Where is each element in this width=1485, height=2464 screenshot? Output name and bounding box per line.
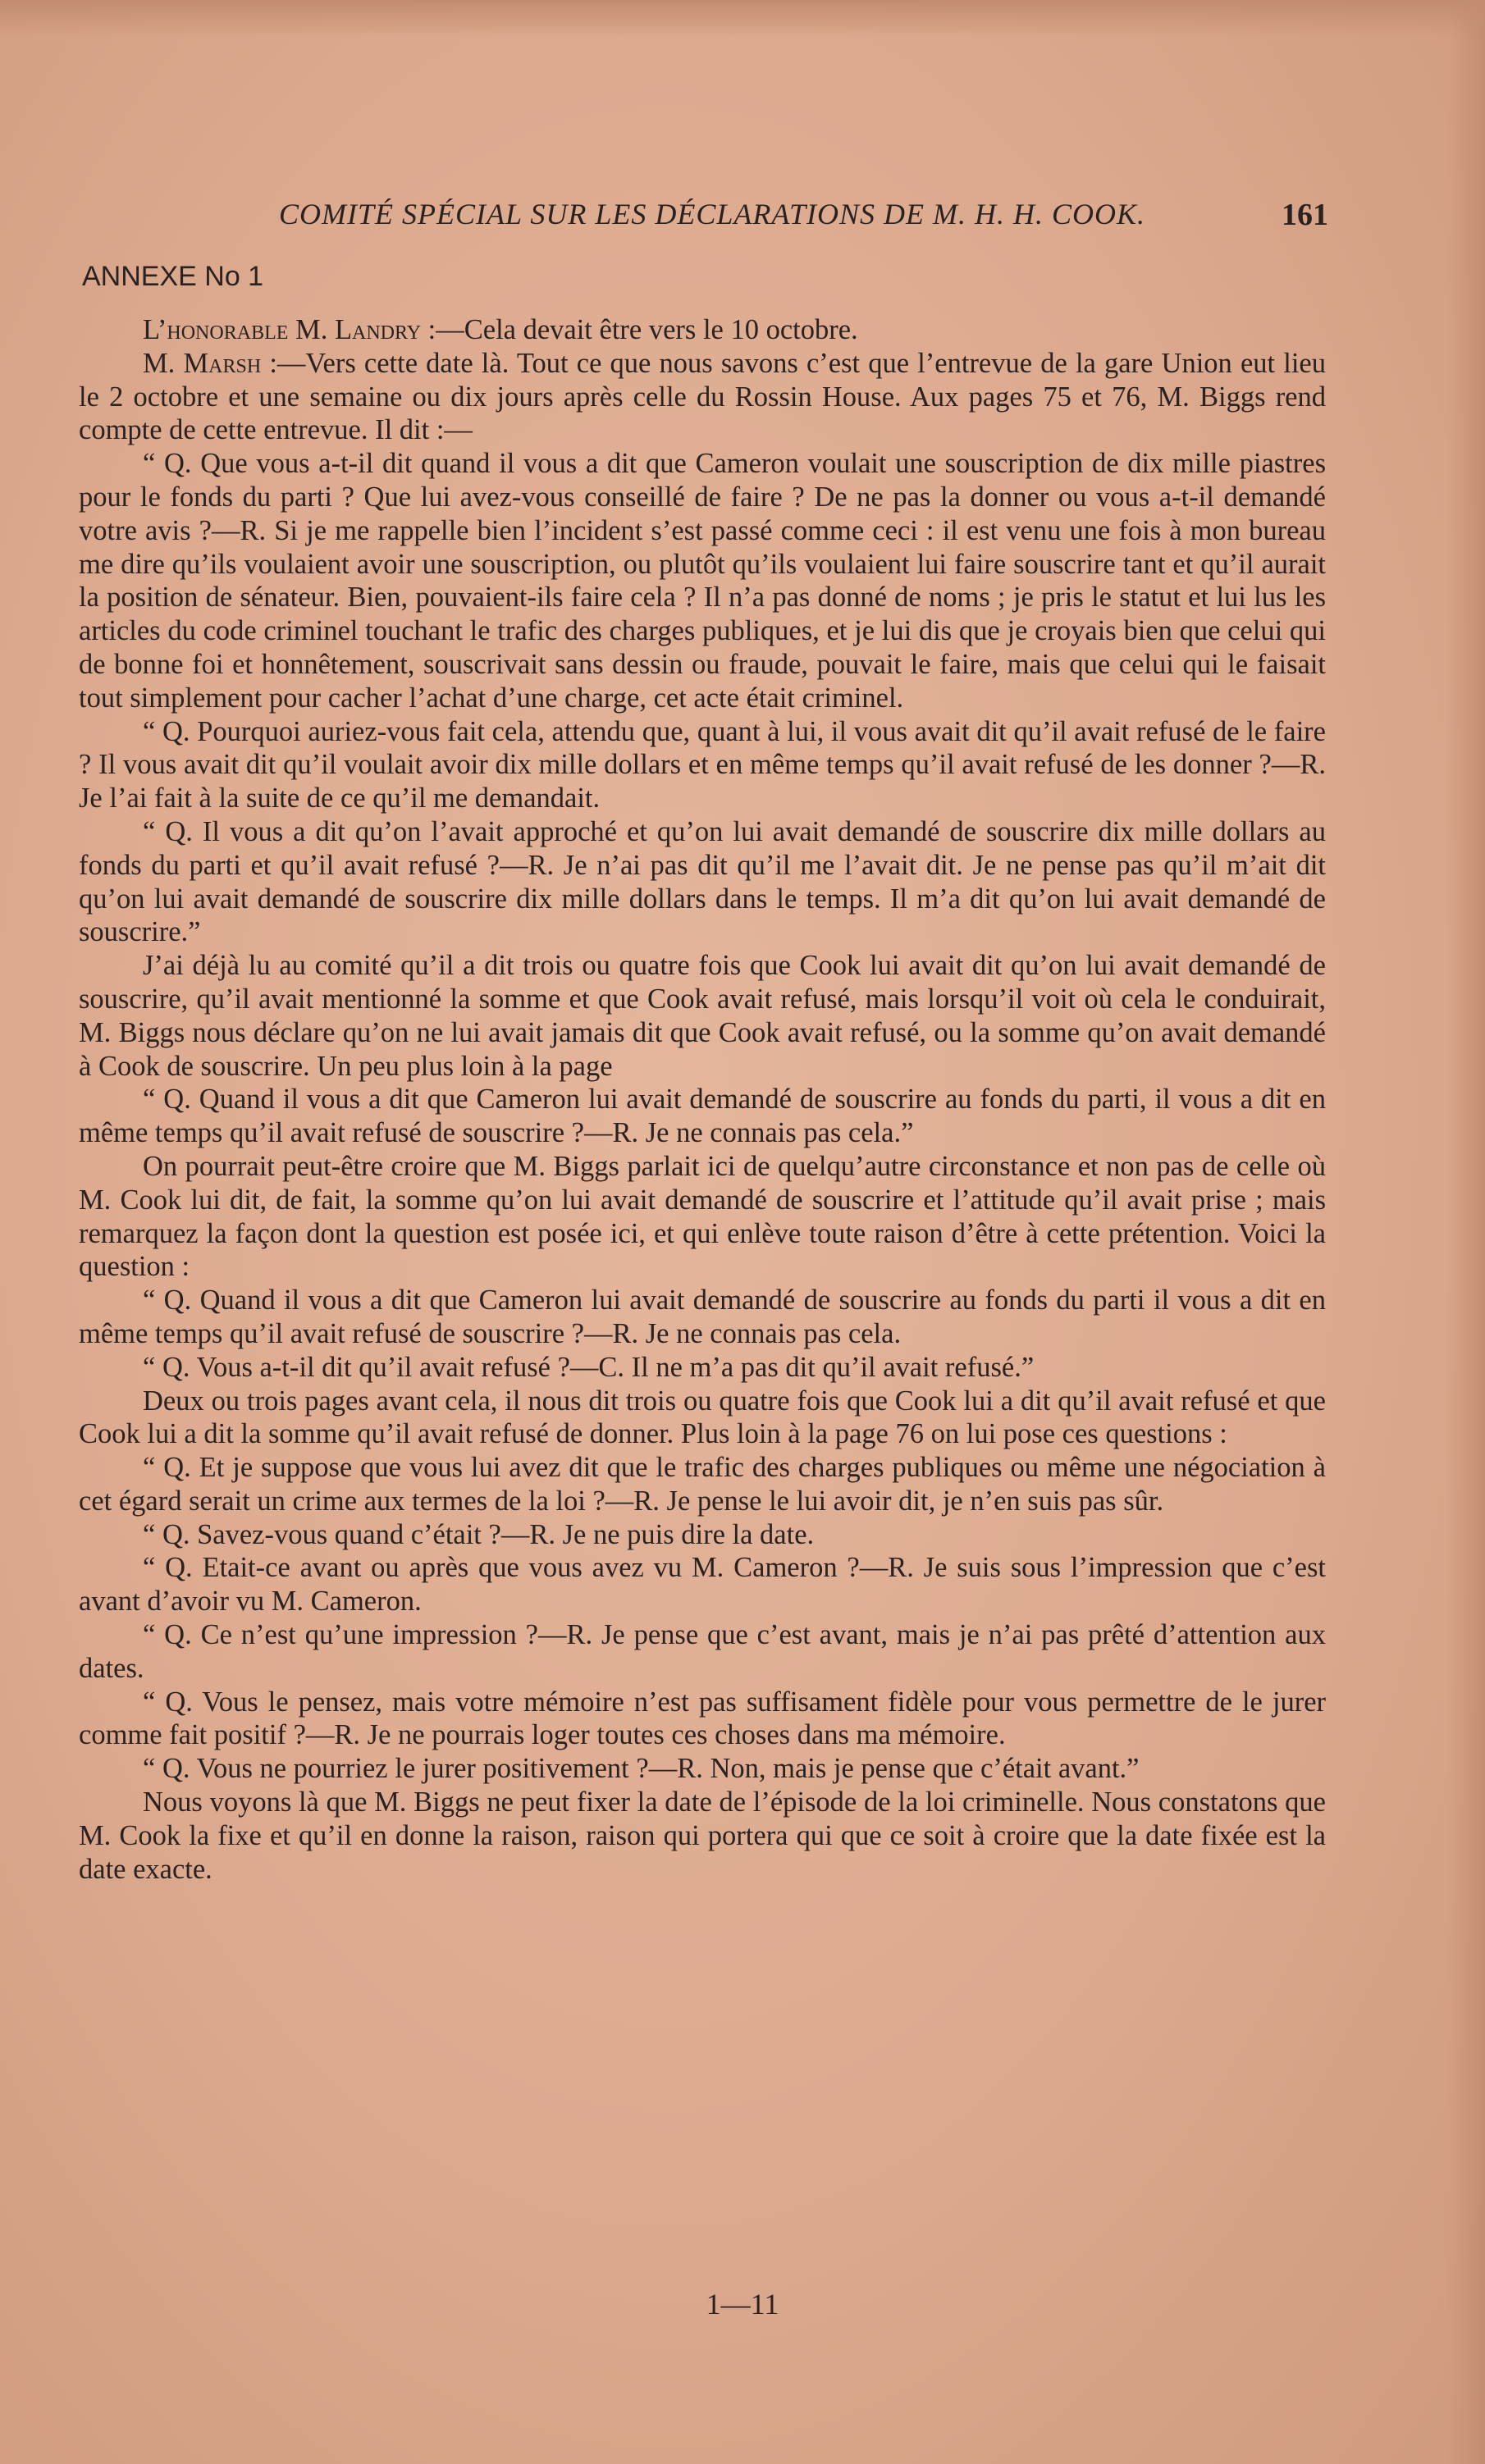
paragraph <box>79 1351 1326 1385</box>
page-top-edge-shadow <box>0 0 1485 38</box>
speaker-name: M. Marsh : <box>143 347 277 379</box>
paragraph-text: “ Q. Quand il vous a dit que Cameron lui avait demandé de souscrire au fonds du parti il vous a dit en même temps qu’il avait refusé de souscrire ?—R. Je ne connais pas cela. <box>79 1284 1326 1349</box>
paragraph <box>79 1284 1326 1351</box>
paragraph-text: —Cela devait être vers le 10 octobre. <box>436 314 858 345</box>
paragraph-text: “ Q. Vous le pensez, mais votre mémoire n’est pas suffisament fidèle pour vous permettre de le jurer comme fait positif ?—R. Je ne pourrais loger toutes ces choses dans ma mémoire. <box>79 1686 1326 1751</box>
paragraph <box>79 1786 1326 1886</box>
paragraph-text: “ Q. Vous ne pourriez le jurer positivement ?—R. Non, mais je pense que c’était avant.” <box>143 1753 1140 1785</box>
paragraph-text: “ Q. Il vous a dit qu’on l’avait approché et qu’on lui avait demandé de souscrire dix mille dollars au fonds du parti et qu’il avait refusé ?—R. Je n’ai pas dit qu’il me l’avait dit. Je ne pense pas qu’il m’ait dit qu’on lui avait demandé de souscrire dix mille dollars dans le temps. Il m’a dit qu’on lui avait demandé de souscrire.” <box>79 815 1326 948</box>
paragraph-text: “ Q. Ce n’est qu’une impression ?—R. Je pense que c’est avant, mais je n’ai pas prêté d’attention aux dates. <box>79 1619 1326 1684</box>
paragraph-text: —Vers cette date là. Tout ce que nous savons c’est que l’entrevue de la gare Union eut lieu le 2 octobre et une semaine ou dix jours après celle du Rossin House. Aux pages 75 et 76, M. Biggs rend compte de cette entrevue. Il dit :— <box>79 347 1326 446</box>
paragraph <box>79 347 1326 447</box>
paragraph <box>79 1385 1326 1452</box>
paragraph <box>79 815 1326 949</box>
paragraph-text: J’ai déjà lu au comité qu’il a dit trois ou quatre fois que Cook lui avait dit qu’on lui avait demandé de souscrire, qu’il avait mentionné la somme et que Cook avait refusé, mais lorsqu’il voit où cela le conduirait, M. Biggs nous déclare qu’on ne lui avait jamais dit que Cook avait refusé, ou la somme qu’on avait demandé à Cook de souscrire. Un peu plus loin à la page <box>79 950 1326 1082</box>
paragraph-text: “ Q. Quand il vous a dit que Cameron lui avait demandé de souscrire au fonds du parti, il vous a dit en même temps qu’il avait refusé de souscrire ?—R. Je ne connais pas cela.” <box>79 1084 1326 1149</box>
page-number: 161 <box>1282 198 1328 232</box>
paragraph <box>79 1518 1326 1552</box>
paragraph-text: Deux ou trois pages avant cela, il nous dit trois ou quatre fois que Cook lui a dit qu’il avait refusé et que Cook lui a dit la somme qu’il avait refusé de donner. Plus loin à la page 76 on lui pose ces questions : <box>79 1385 1326 1450</box>
paragraph <box>79 447 1326 714</box>
paragraph <box>79 313 1326 347</box>
paragraph-text: Nous voyons là que M. Biggs ne peut fixer la date de l’épisode de la loi criminelle. Nous constatons que M. Cook la fixe et qu’il en donne la raison, raison qui portera qui que ce soit à croire que la date fixée est la date exacte. <box>79 1786 1326 1885</box>
speaker-name: L’honorable M. Landry : <box>143 314 436 345</box>
paragraph <box>79 1551 1326 1618</box>
paragraph-text: “ Q. Vous a-t-il dit qu’il avait refusé ?—C. Il ne m’a pas dit qu’il avait refusé.” <box>143 1351 1035 1383</box>
body-text <box>79 313 1326 1886</box>
paragraph <box>79 1686 1326 1753</box>
paragraph-text: “ Q. Pourquoi auriez-vous fait cela, attendu que, quant à lui, il vous avait dit qu’il avait refusé de le faire ? Il vous avait dit qu’il voulait avoir dix mille dollars et en même temps qu’il avait refusé de les donner ?—R. Je l’ai fait à la suite de ce qu’il me demandait. <box>79 715 1326 814</box>
paragraph <box>79 1752 1326 1786</box>
paragraph <box>79 949 1326 1083</box>
paragraph-text: “ Q. Etait-ce avant ou après que vous avez vu M. Cameron ?—R. Je suis sous l’impression que c’est avant d’avoir vu M. Cameron. <box>79 1552 1326 1618</box>
paragraph <box>79 1083 1326 1150</box>
page-right-edge-shadow <box>1447 0 1485 2464</box>
paragraph-text: “ Q. Et je suppose que vous lui avez dit que le trafic des charges publiques ou même une négociation à cet égard serait un crime aux termes de la loi ?—R. Je pense le lui avoir dit, je n’en suis pas sûr. <box>79 1452 1326 1517</box>
paragraph-text: “ Q. Savez-vous quand c’était ?—R. Je ne puis dire la date. <box>143 1518 815 1550</box>
signature-mark: 1—11 <box>706 2288 779 2320</box>
annex-label: ANNEXE No 1 <box>82 261 264 292</box>
running-head: COMITÉ SPÉCIAL SUR LES DÉCLARATIONS DE M. H. H. COOK. <box>278 198 1145 230</box>
paragraph <box>79 715 1326 815</box>
paragraph-text: On pourrait peut-être croire que M. Biggs parlait ici de quelqu’autre circonstance et non pas de celle où M. Cook lui dit, de fait, la somme qu’on lui avait demandé de souscrire et l’attitude qu’il avait prise ; mais remarquez la façon dont la question est posée ici, et qui enlève toute raison d’être à cette prétention. Voici la question : <box>79 1150 1326 1283</box>
paragraph-text: “ Q. Que vous a-t-il dit quand il vous a dit que Cameron voulait une souscription de dix mille piastres pour le fonds du parti ? Que lui avez-vous conseillé de faire ? De ne pas la donner ou vous a-t-il demandé votre avis ?—R. Si je me rappelle bien l’incident s’est passé comme ceci : il est venu une fois à mon bureau me dire qu’ils voulaient avoir une souscription, ou plutôt qu’ils voulaient lui faire souscrire tant et qu’il aurait la position de sénateur. Bien, pouvaient-ils faire cela ? Il n’a pas donné de noms ; je pris le statut et lui lus les articles du code criminel touchant le trafic des charges publiques, et je lui dis que je croyais bien que celui qui de bonne foi et honnêtement, souscrivait sans dessin ou fraude, pouvait le faire, mais que celui qui le faisait tout simplement pour cacher l’achat d’une charge, cet acte était criminel. <box>79 448 1326 714</box>
paragraph <box>79 1618 1326 1686</box>
paragraph <box>79 1451 1326 1518</box>
paragraph <box>79 1150 1326 1284</box>
